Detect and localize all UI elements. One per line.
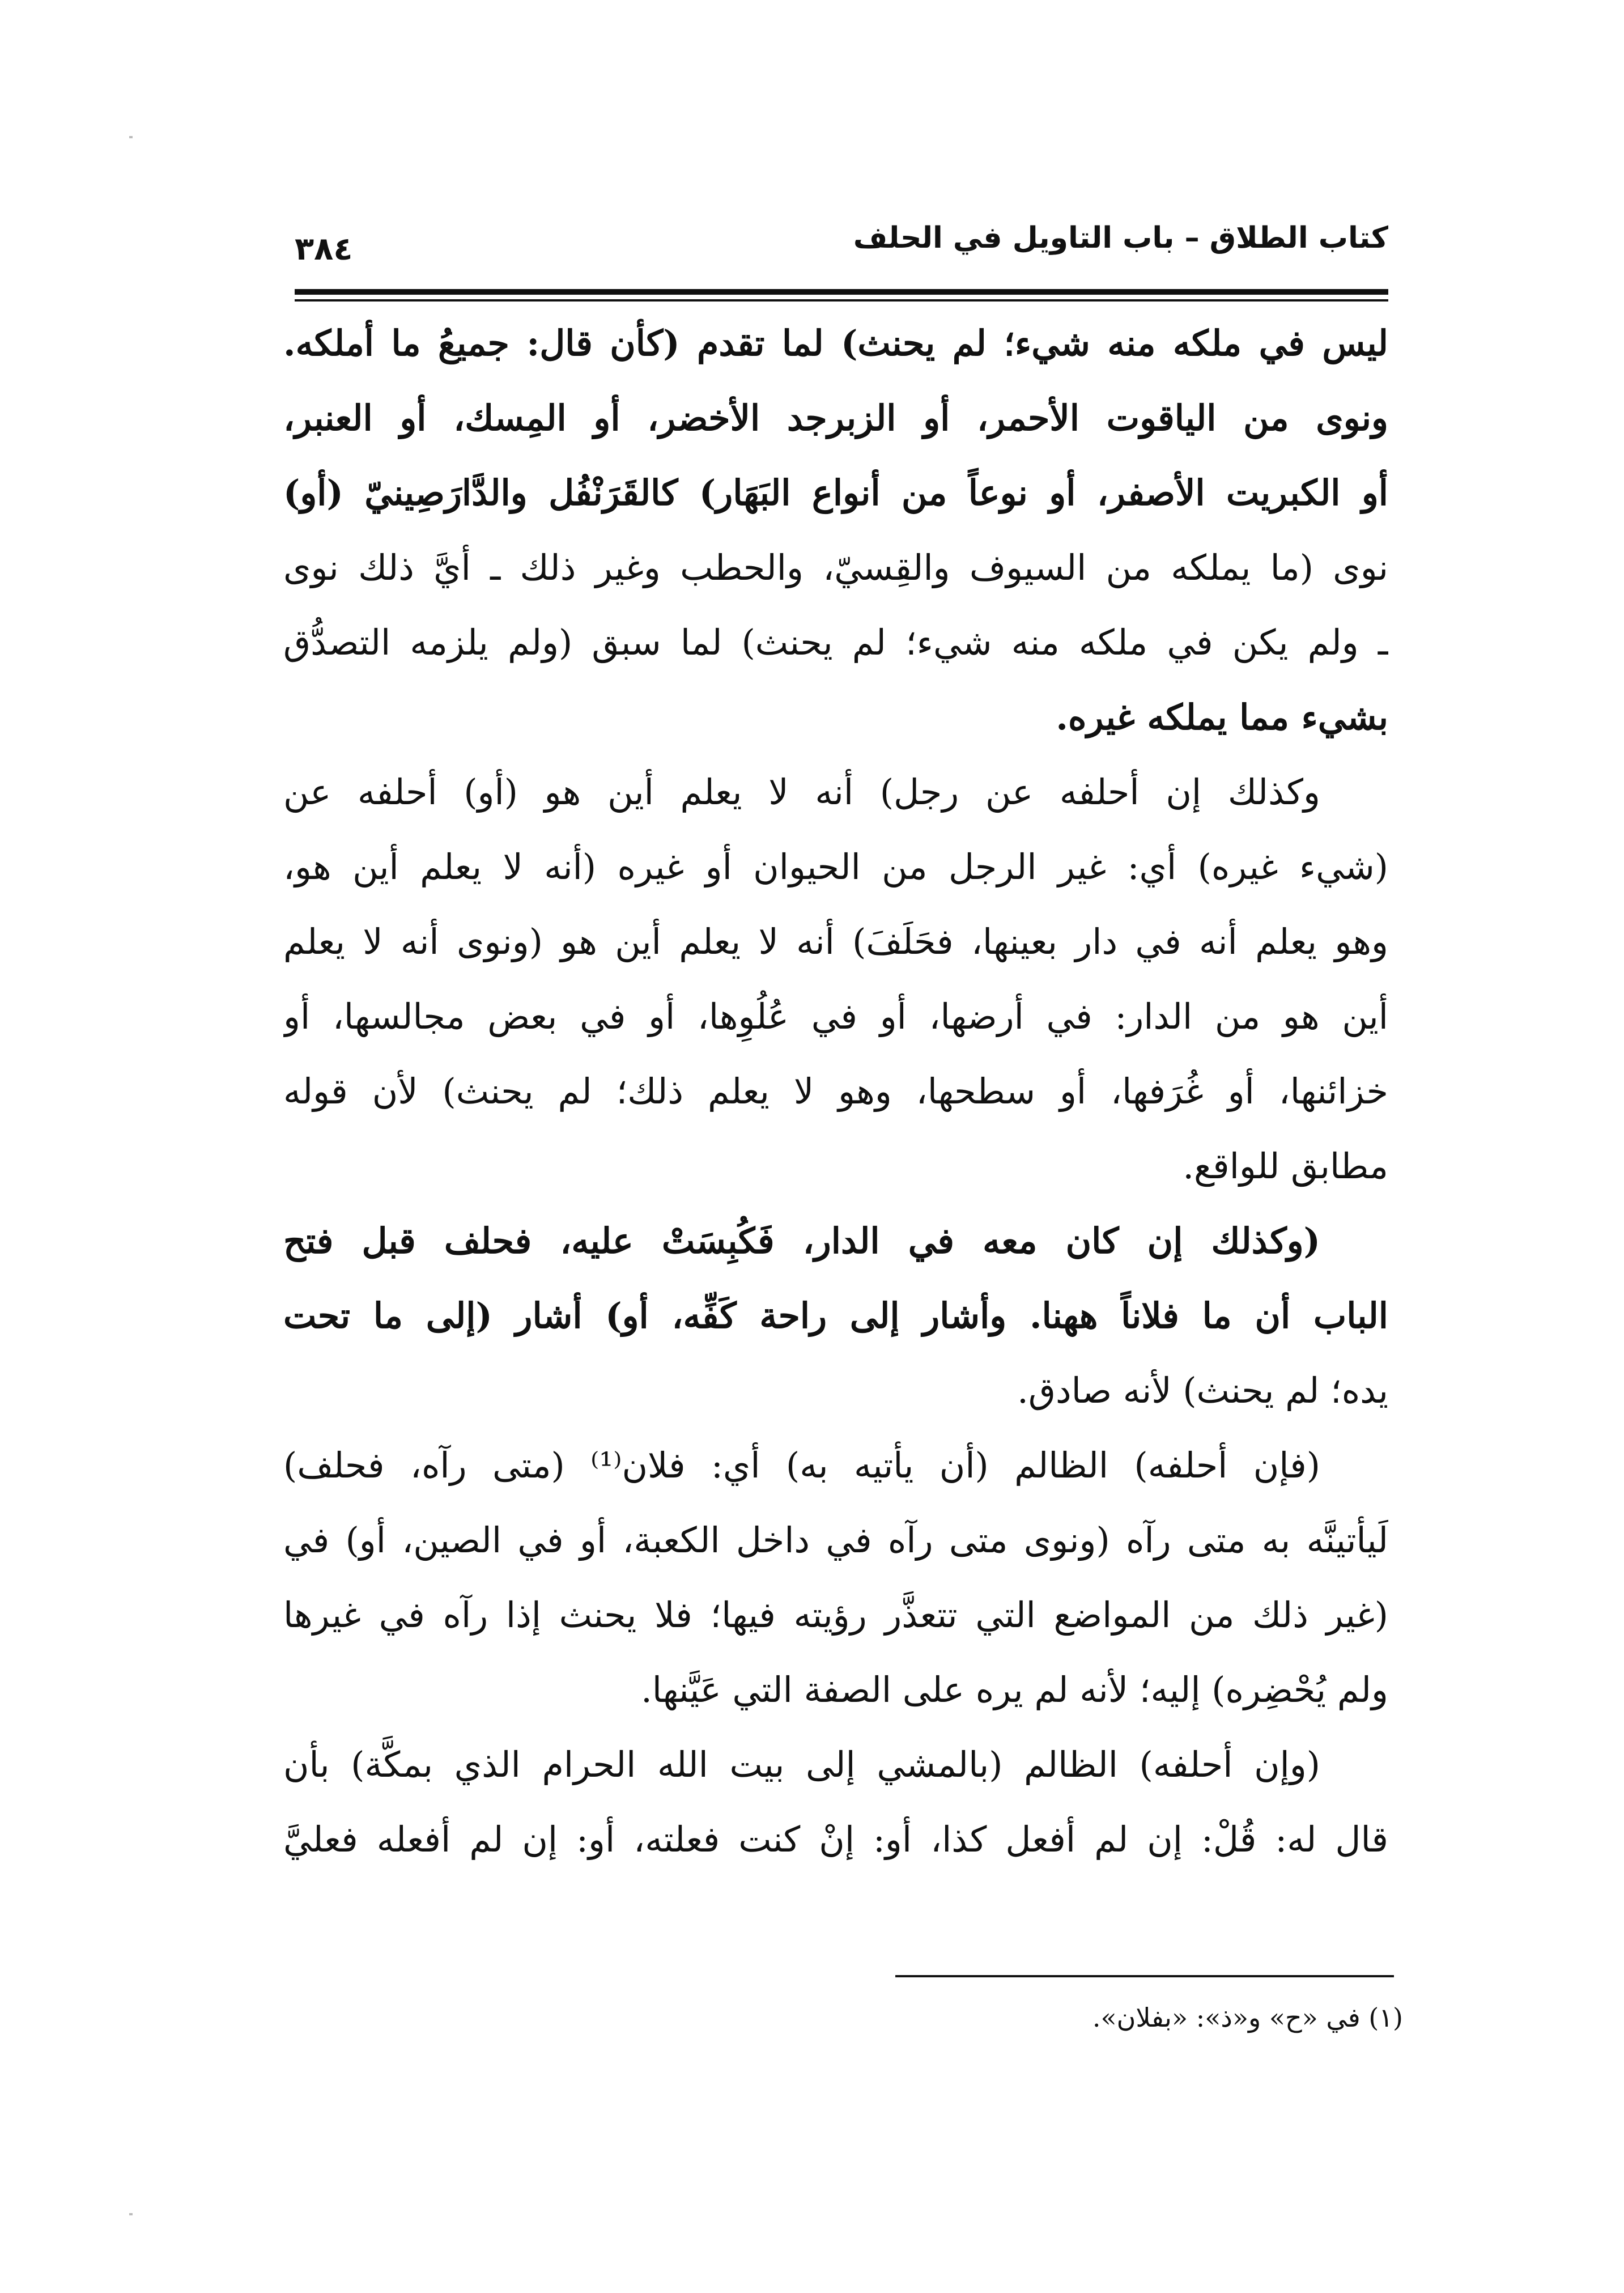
text-line: بشيء مما يملكه غيره. [1056, 697, 1388, 738]
running-header [295, 213, 1388, 275]
text-line: (وكذلك إن كان معه في الدار، فَكُبِسَتْ عليه، فحلف قبل فتح [283, 1220, 1320, 1262]
text-line: (غير ذلك من المواضع التي تتعذَّر رؤيته فيها؛ فلا يحنث إذا رآه في غيرها [283, 1594, 1388, 1636]
text-line: وهو يعلم أنه في دار بعينها، فحَلَفَ) أنه لا يعلم أين هو (ونوى أنه لا يعلم [283, 921, 1388, 962]
footnote-separator [895, 1975, 1394, 1977]
text-line: أين هو من الدار: في أرضها، أو في عُلُوِها، أو في بعض مجالسها، أو [283, 996, 1388, 1037]
text-line: (فإن أحلفه) الظالم (أن يأتيه به) أي: فلان⁽¹⁾ (متى رآه، فحلف) [283, 1445, 1320, 1486]
scan-speck [129, 136, 133, 138]
text-line: قال له: قُلْ: إن لم أفعل كذا، أو: إنْ كنت فعلته، أو: إن لم أفعله فعليَّ [283, 1819, 1388, 1860]
header-rule-thin [295, 299, 1388, 302]
scan-speck [129, 2213, 133, 2215]
footnote: (١) في «ح» و«ذ»: «بفلان». [1092, 2002, 1403, 2033]
text-line: (وإن أحلفه) الظالم (بالمشي إلى بيت الله الحرام الذي بمكَّة) بأن [283, 1744, 1320, 1785]
text-line: ولم يُحْضِره) إليه؛ لأنه لم يره على الصفة التي عَيَّنها. [641, 1669, 1388, 1710]
text-line: ونوى من الياقوت الأحمر، أو الزبرجد الأخضر، أو المِسك، أو العنبر، [283, 397, 1388, 439]
text-line: نوى (ما يملكه من السيوف والقِسيّ، والحطب وغير ذلك ـ أيَّ ذلك نوى [283, 547, 1388, 588]
main-text [283, 306, 1388, 1877]
text-line: وكذلك إن أحلفه عن رجل) أنه لا يعلم أين هو (أو) أحلفه عن [283, 771, 1320, 813]
chapter-title: كتاب الطلاق – باب التاويل في الحلف [853, 221, 1388, 255]
text-line: يده؛ لم يحنث) لأنه صادق. [1017, 1370, 1388, 1411]
text-line: (شيء غيره) أي: غير الرجل من الحيوان أو غيره (أنه لا يعلم أين هو، [283, 846, 1388, 888]
header-rule-thick [295, 289, 1388, 295]
text-line: ليس في ملكه منه شيء؛ لم يحنث) لما تقدم (كأن قال: جميعُ ما أملكه. [283, 322, 1388, 364]
text-line: الباب أن ما فلاناً ههنا. وأشار إلى راحة كَفِّه، أو) أشار (إلى ما تحت [283, 1295, 1388, 1336]
text-line: مطابق للواقع. [1183, 1145, 1388, 1187]
page-number: ٣٨٤ [295, 231, 353, 267]
text-line: أو الكبريت الأصفر، أو نوعاً من أنواع البَهَار) كالقَرَنْفُل والدَّارَصِينيّ (أو) [283, 472, 1388, 513]
text-line: لَيأتينَّه به متى رآه (ونوى متى رآه في داخل الكعبة، أو في الصين، أو) في [283, 1519, 1388, 1561]
text-line: ـ ولم يكن في ملكه منه شيء؛ لم يحنث) لما سبق (ولم يلزمه التصدُّق [283, 622, 1388, 663]
text-line: خزائنها، أو غُرَفها، أو سطحها، وهو لا يعلم ذلك؛ لم يحنث) لأن قوله [283, 1071, 1388, 1112]
